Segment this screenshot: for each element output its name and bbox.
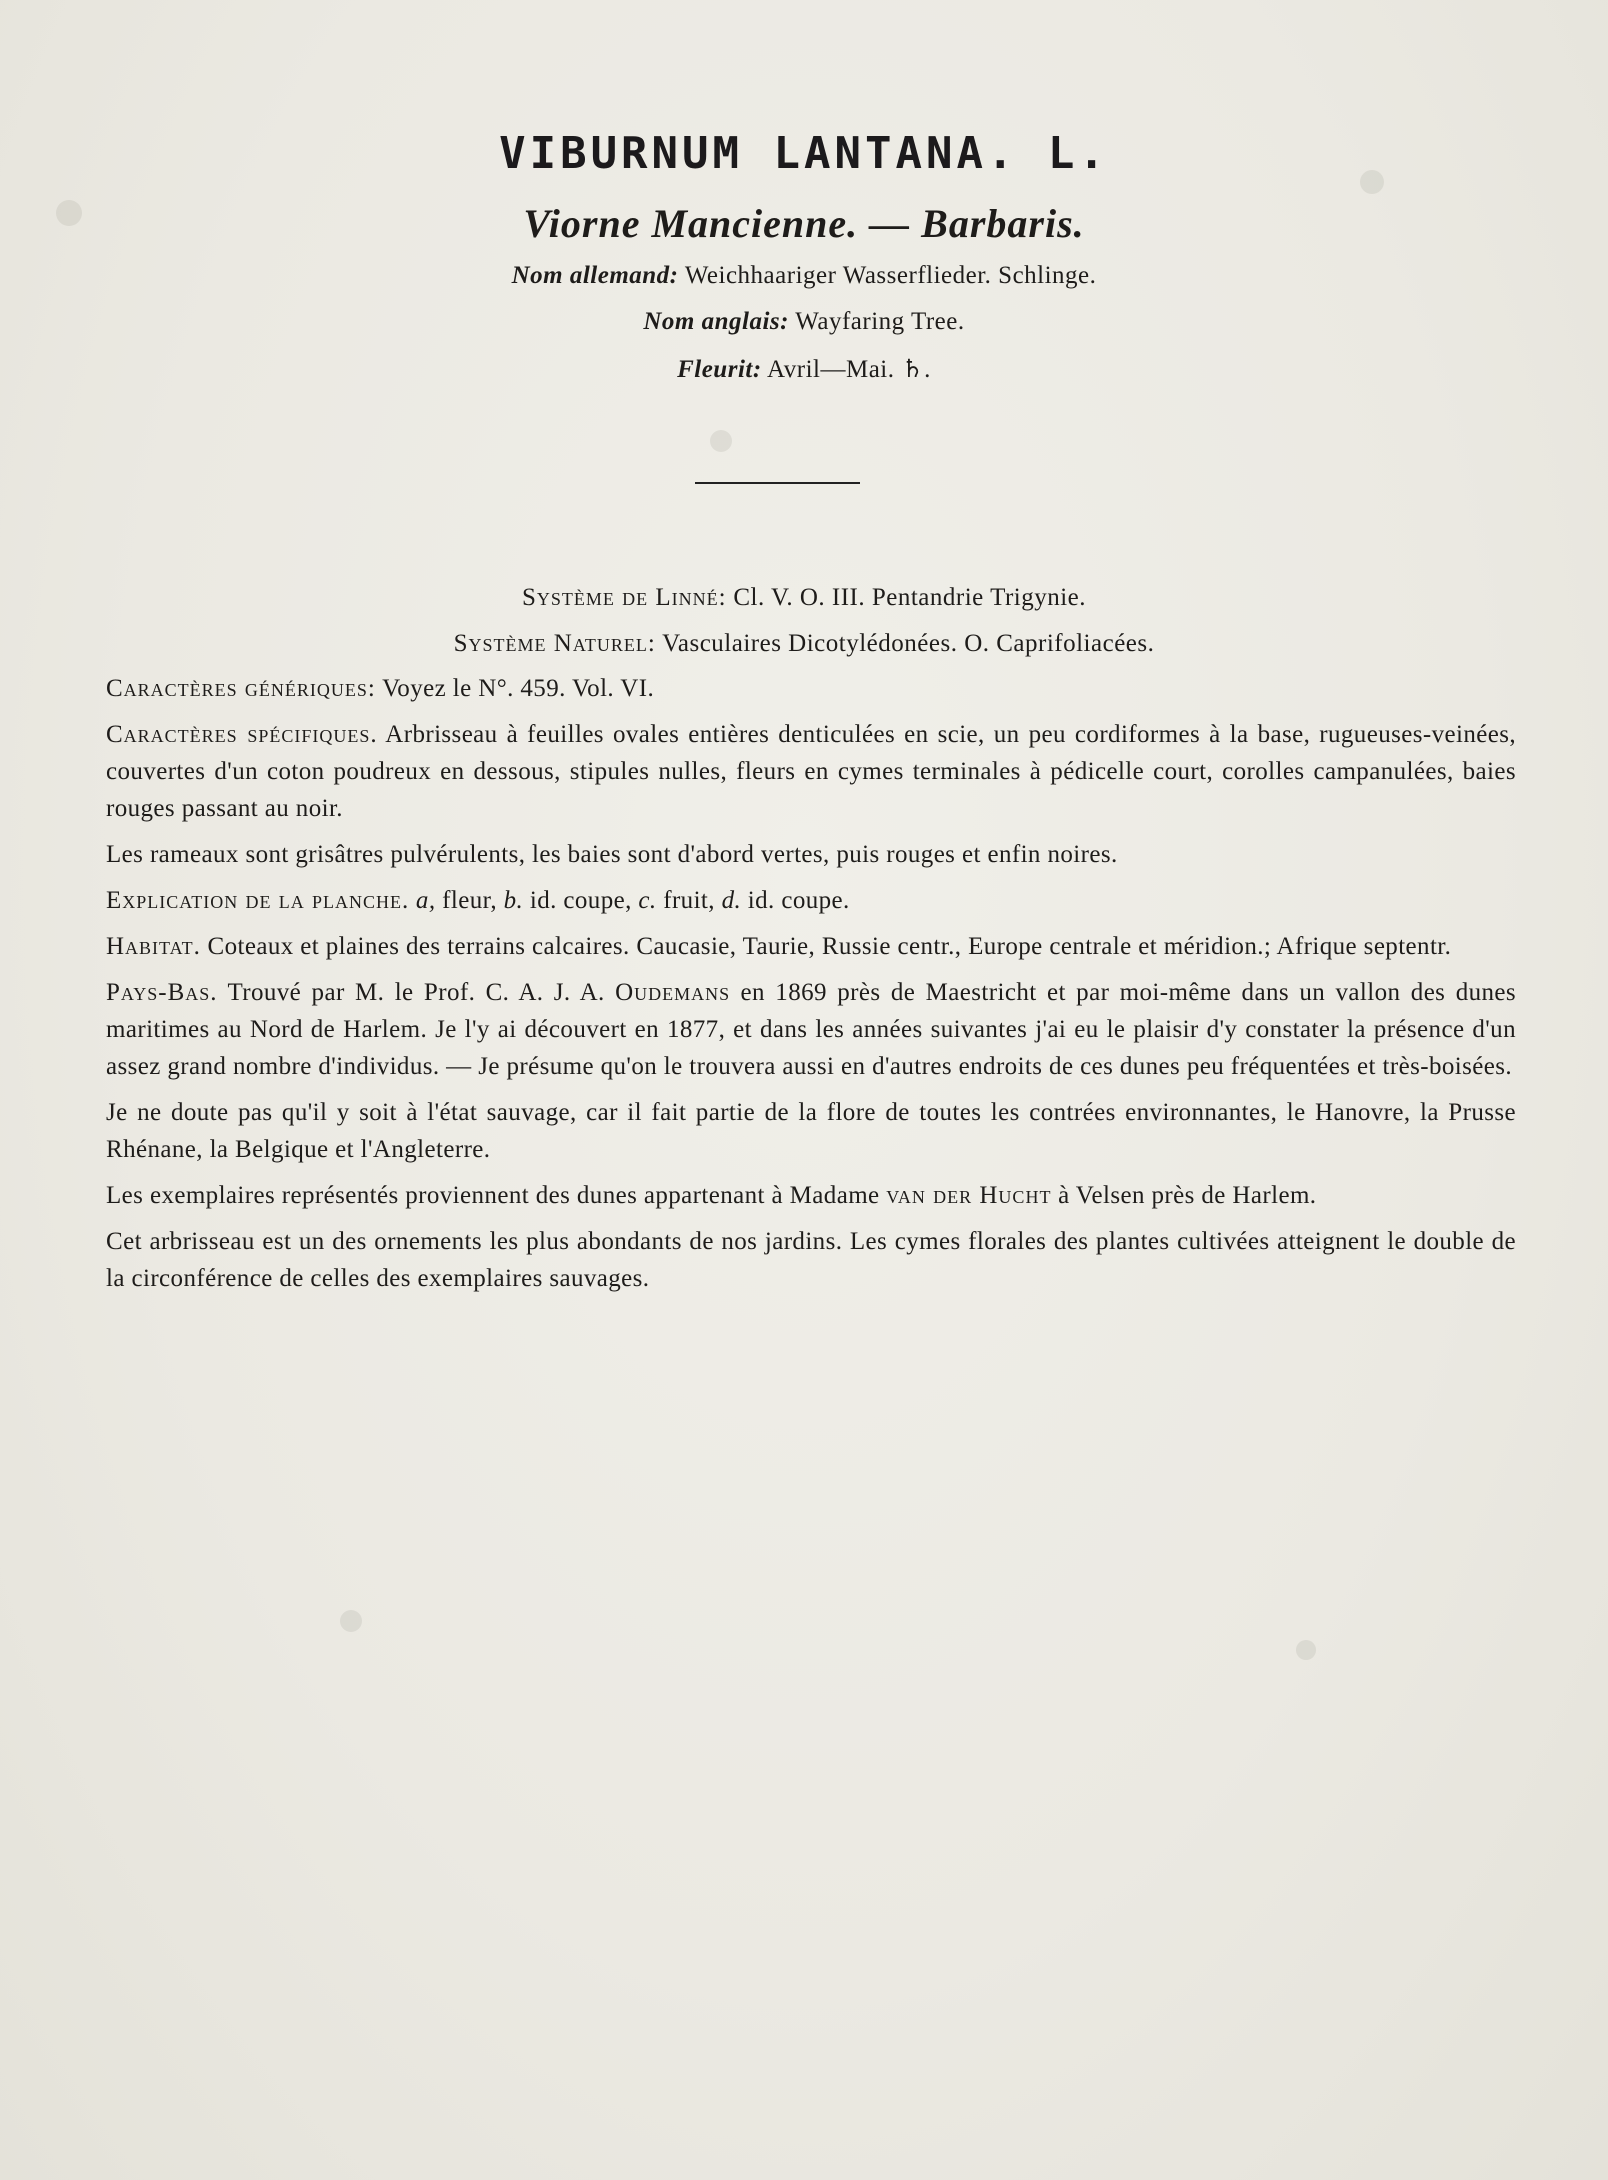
linne-system-label: Système de Linné: [521, 584, 727, 611]
netherlands-text-end: en 1869 près de Maestricht et par moi-même dans un vallon des dunes maritimes au Nord de Harlem. Je l'y ai découvert en 1877, et dans les années suivantes j'ai eu le plaisir d'y constater la présence d'un assez grand nombre d'individus. — Je présume qu'on le trouvera aussi en d'autres endroits de ces dunes peu fréquentées et très-boisées. [106, 979, 1517, 1080]
english-name-line [0, 308, 1608, 336]
netherlands-paragraph [106, 974, 1516, 1085]
specific-characters-label: Caractères spécifiques. [106, 721, 378, 748]
specimens-paragraph [106, 1177, 1516, 1214]
wild-status-paragraph: Je ne doute pas qu'il y soit à l'état sauvage, car il fait partie de la flore de toutes les contrées environnantes, le Hanovre, la Prusse Rhénane, la Belgique et l'Angleterre. [106, 1099, 1516, 1163]
english-name-value: Wayfaring Tree. [795, 308, 965, 335]
habitat-label: Habitat. [106, 933, 201, 960]
linne-system-value: Cl. V. O. III. Pentandrie Trigynie. [733, 584, 1087, 611]
generic-characters-text: Voyez le N°. 459. Vol. VI. [382, 675, 655, 702]
plate-text-c: fruit, [663, 887, 715, 914]
foxing-spot [710, 430, 732, 452]
plate-explanation-paragraph [106, 882, 1516, 919]
plate-letter-b: b. [503, 887, 524, 914]
specific-characters-text: Arbrisseau à feuilles ovales entières denticulées en scie, un peu cordiformes à la base, rugueuses-veinées, couvertes d'un coton poudreux en dessous, stipules nulles, fleurs en cymes terminales à pédicelle court, corolles campanulées, baies rouges passant au noir. [106, 721, 1516, 822]
specimens-owner-name: van der Hucht [886, 1182, 1052, 1209]
page-title: VIBURNUM LANTANA. L. [499, 128, 1109, 179]
flowering-value: Avril—Mai. ♄. [767, 356, 931, 383]
netherlands-person-name: Oudemans [615, 979, 731, 1006]
plate-text-a: fleur, [442, 887, 497, 914]
description-body [106, 670, 1516, 1306]
flowering-line [0, 354, 1608, 384]
plate-explanation-label: Explication de la planche. [106, 887, 410, 914]
plate-letter-a: a, [415, 887, 436, 914]
natural-system-line [0, 630, 1608, 658]
german-name-line [0, 262, 1608, 290]
generic-characters-paragraph [106, 670, 1516, 707]
specimens-text-start: Les exemplaires représentés proviennent des dunes appartenant à Madame [106, 1182, 880, 1209]
linne-system-line [0, 584, 1608, 612]
french-name: Viorne Mancienne. — Barbaris. [523, 201, 1085, 246]
specific-characters-paragraph [106, 716, 1516, 827]
generic-characters-label: Caractères génériques: [106, 675, 376, 702]
german-name-label: Nom allemand: [511, 262, 679, 289]
specimens-text-end: à Velsen près de Harlem. [1058, 1182, 1317, 1209]
divider [695, 482, 860, 484]
plate-letter-c: c. [638, 887, 657, 914]
branches-paragraph: Les rameaux sont grisâtres pulvérulents, les baies sont d'abord vertes, puis rouges et enfin noires. [106, 841, 1118, 868]
netherlands-label: Pays-Bas. [106, 979, 218, 1006]
plate-letter-d: d. [721, 887, 742, 914]
english-name-label: Nom anglais: [643, 308, 789, 335]
netherlands-text-start: Trouvé par M. le Prof. C. A. J. A. [227, 979, 605, 1006]
habitat-paragraph [106, 928, 1516, 965]
habitat-text: Coteaux et plaines des terrains calcaires. Caucasie, Taurie, Russie centr., Europe centrale et méridion.; Afrique septentr. [207, 933, 1452, 960]
foxing-spot [1296, 1640, 1316, 1660]
plate-text-d: id. coupe. [747, 887, 850, 914]
gardens-paragraph: Cet arbrisseau est un des ornements les plus abondants de nos jardins. Les cymes florales des plantes cultivées atteignent le double de la circonférence de celles des exemplaires sauvages. [106, 1228, 1516, 1292]
german-name-value: Weichhaariger Wasserflieder. Schlinge. [684, 262, 1097, 289]
flowering-label: Fleurit: [677, 356, 762, 383]
natural-system-value: Vasculaires Dicotylédonées. O. Caprifoliacées. [662, 630, 1155, 657]
natural-system-label: Système Naturel: [453, 630, 656, 657]
foxing-spot [340, 1610, 362, 1632]
plate-text-b: id. coupe, [529, 887, 632, 914]
